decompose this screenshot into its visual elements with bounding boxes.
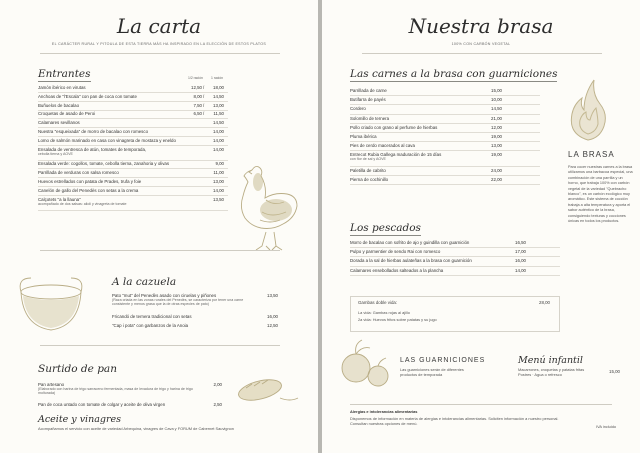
menu-item-price: 22,00 [491, 176, 502, 182]
menu-item-name: Cordero [350, 106, 366, 112]
menu-item [350, 240, 560, 245]
menu-item-price: 16,00 [515, 258, 526, 264]
menu-item-description: (Raza criada en las zonas rurales del Penedès, se caracteriza por tener una carne consistente y menos grasa que la de otras especies de pato) [112, 298, 244, 307]
aceite-text: Acompañamos el servicio con aceite de variedad Arbequina, vinagres de Cava y FORUM de Cabernet Sauvignon [38, 426, 234, 431]
page-title-nuestra-brasa: Nuestra brasa [408, 14, 554, 38]
alergias-text: Disponemos de información en materia de alergias e intolerancias alimentarias. Soliciten información a nuestro personal. Consultan nuestras opciones de menú. [350, 416, 559, 426]
menu-item-name: Paletilla de cabrito [350, 167, 386, 173]
menu-item-price: 14,00 [213, 187, 224, 193]
menu-item [38, 170, 228, 175]
row-separator [38, 101, 228, 102]
section-title-a-la-cazuela: A la cazuela [112, 276, 177, 288]
menu-item-half-price: 12,50 [191, 85, 202, 90]
menu-item-price: 14,00 [213, 129, 224, 134]
menu-item-name: Pan artesano [38, 382, 65, 387]
menu-item-price: 14,00 [213, 137, 224, 143]
menu-item-price: 12,00 [491, 124, 502, 130]
menu-item-half-price: 7,50 [193, 102, 202, 108]
row-separator [38, 160, 228, 161]
page-title-la-carta: La carta [116, 14, 202, 38]
la-brasa-text: Para cocer nuestras carnes a la brasa utilizamos una barbacoa especial, una combinación de una parrilla y un horno, que trabaja 100% con carbón vegetal de la variedad "Quebracho blanco", es un carbón ecológico muy aromático. Este sistema de cocción trabaja a alta temperatura y aporta el sabor auténtico de la brasa, consiguiendo texturas y cocciones únicas en todos los productos. [568, 165, 633, 224]
section-title-aceite-y-vinagres: Aceite y vinagres [38, 414, 121, 425]
menu-item-price: 14,50 [491, 106, 502, 112]
menu-item-price: 13,50 [213, 196, 224, 202]
menu-item-description: cebolla tierna y AOVE [38, 151, 73, 156]
row-separator [350, 132, 540, 133]
menu-item-name: Huevos estrellados con patata de Prades, trufa y foie [38, 179, 142, 184]
menu-item-description: con flor de sal y AOVE [350, 157, 386, 162]
menu-item-price: 13,00 [491, 143, 502, 149]
menu-item [38, 197, 228, 206]
divider [40, 345, 280, 346]
menu-item-price: 21,00 [491, 115, 502, 121]
menu-item-name: Croquetas de asado de Peroi [38, 111, 96, 117]
gambas-price: 28,00 [539, 300, 550, 305]
menu-item-price: 19,00 [491, 152, 502, 158]
chicken-illustration-icon [238, 160, 300, 255]
row-separator [38, 110, 228, 111]
menu-item [112, 323, 282, 328]
page-subtitle-right: 100% CON CARBÓN VEGETAL [451, 42, 511, 46]
menu-item [38, 161, 228, 166]
row-separator [350, 123, 540, 124]
menu-item-price: 19,00 [491, 134, 502, 139]
menu-item-name: Entrecot Rubia Gallega maduración de 15 días [350, 152, 442, 158]
iva-note: IVA incluido [596, 424, 617, 429]
row-separator [350, 95, 540, 96]
price-separator: / [203, 102, 205, 108]
menu-item-name: Calçotets "a la llauna" [38, 196, 81, 202]
menu-item [350, 177, 540, 182]
menu-item [350, 116, 540, 121]
menu-item [38, 94, 228, 99]
menu-item-name: Anchoas de "l'Escala" con pan de coca con tomate [38, 93, 137, 99]
menu-item [112, 314, 282, 319]
vegetables-illustration-icon [334, 338, 396, 396]
alergias-title: Alergias e intolerancias alimentarias [350, 409, 418, 414]
gambas-title: Gambas doble vida: [358, 300, 398, 305]
menu-item-name: Parrillada de carne [350, 88, 387, 93]
section-title-pescados: Los pescados [350, 222, 421, 234]
menu-item-name: Jamón ibérico en virutas [38, 85, 86, 90]
menu-item-price: 16,00 [267, 313, 278, 319]
menu-item [350, 168, 540, 173]
guarniciones-heading: LAS GUARNICIONES [400, 357, 486, 364]
menu-item-price: 16,50 [515, 240, 526, 245]
menu-item [38, 382, 228, 395]
menu-item-half-price: 6,50 [193, 111, 202, 117]
menu-item-name: Fricandó de ternera tradicional con setas [112, 313, 192, 319]
la-brasa-heading: LA BRASA [568, 150, 615, 159]
row-separator [350, 150, 540, 151]
menu-item-half-price: 8,00 [193, 93, 202, 99]
row-separator [350, 184, 540, 185]
menu-item [350, 125, 540, 130]
menu-item-price: 13,00 [213, 102, 224, 108]
gambas-line-2: 2a vida: Huevos fritos sobre patatas y su jugo [358, 317, 437, 322]
menu-item-price: 9,00 [215, 161, 224, 167]
row-separator [38, 168, 228, 169]
divider [40, 250, 280, 251]
row-separator [38, 136, 228, 137]
menu-item-price: 14,00 [213, 146, 224, 152]
menu-item-name: Pollo criado con grano al perfume de hierbas [350, 124, 438, 130]
menu-item-description: (Elaborado con harina de trigo sarraceno fermentada, masa de levadura de trigo y harina de trigo molturada) [38, 387, 193, 396]
menu-item-name: Canelón de gallo del Penedès con setas a la crema [38, 187, 139, 193]
menu-infantil-text: Macarrones, croquetas y patatas fritas Postres · Agua o refresco [518, 367, 585, 377]
menu-item-name: "Cap i pota" con garbanzos de la Anoia [112, 323, 189, 328]
section-title-surtido-de-pan: Surtido de pan [38, 363, 117, 375]
menu-item-price: 14,50 [213, 93, 224, 99]
menu-item [38, 103, 228, 108]
menu-item-name: Parrillada de verduras con salsa romesco [38, 170, 119, 176]
row-separator [38, 195, 228, 196]
menu-item-name: Ensalada de ventresca de atún, tomates de temporada, [38, 146, 147, 152]
section-title-entrantes: Entrantes [38, 68, 91, 80]
menu-item [38, 188, 228, 193]
flame-illustration-icon [566, 76, 610, 142]
divider [350, 404, 612, 405]
menu-item-name: Solomillo de ternera [350, 115, 390, 121]
menu-item [38, 120, 228, 125]
menu-item-price: 11,00 [213, 170, 224, 176]
menu-item [350, 88, 540, 93]
menu-item-description: acompañado de dos salsas: alioli y vinagreta de tomate [38, 201, 127, 206]
divider [362, 53, 602, 54]
right-menu-page [322, 0, 640, 453]
menu-item-name: Dorada a la sal de hierbas aulateñas a la brasa con guarnición [350, 258, 472, 264]
menu-item-name: Calamares ensebollados salteados a la plancha [350, 267, 444, 273]
menu-item-name: Pierna de cochinillo [350, 176, 389, 182]
row-separator [350, 114, 540, 115]
menu-item-name: Calamares sevillanos [38, 120, 80, 126]
row-separator [350, 166, 540, 167]
row-separator [38, 186, 228, 187]
column-header-half: 1/2 ración [188, 76, 203, 80]
menu-item-name: Pulpo y parmentier de sendo Rai con romesco [350, 249, 441, 255]
row-separator [38, 177, 228, 178]
menu-item-price: 14,00 [515, 267, 526, 273]
menu-item-price: 2,50 [213, 402, 222, 407]
row-separator [350, 175, 540, 176]
menu-item-price: 13,00 [213, 179, 224, 184]
menu-item [112, 293, 282, 306]
price-separator: / [203, 111, 205, 117]
menu-item [350, 97, 540, 102]
column-header-full: 1 ración [211, 76, 224, 80]
menu-item-price: 13,50 [267, 293, 278, 298]
menu-item [38, 129, 228, 134]
price-separator: / [203, 85, 205, 90]
menu-item-price: 11,50 [213, 111, 224, 117]
menu-item-price: 14,50 [213, 120, 224, 126]
menu-item-name: Nuestra "esqueixada" de morro de bacalao con romesco [38, 129, 149, 134]
section-title-menu-infantil: Menú infantil [518, 355, 583, 366]
menu-item-name: Butifarra de payés [350, 97, 386, 103]
section-title-carnes: Las carnes a la brasa con guarniciones [350, 68, 558, 80]
menu-infantil-price: 15,00 [609, 369, 620, 374]
row-separator [350, 104, 540, 105]
menu-item-name: Buñuelos de bacalao [38, 102, 80, 108]
menu-item-name: Pies de cerdo macerados al cava [350, 143, 415, 149]
bread-illustration-icon [232, 370, 302, 408]
row-separator [350, 266, 560, 267]
row-separator [350, 256, 560, 257]
price-separator: / [203, 93, 205, 99]
menu-item-name: Pan de coca untado con tomate de colgar y aceite de oliva virgen [38, 402, 166, 407]
menu-item [38, 402, 228, 407]
menu-item [38, 111, 228, 116]
menu-item [350, 106, 540, 111]
menu-item-name: Pato "mut" del Penedès asado con ciruelas y piñones [112, 293, 217, 298]
cooking-pot-illustration-icon [16, 276, 86, 338]
menu-item-price: 24,00 [491, 167, 502, 173]
menu-item-name: Morro de bacalao con sofrito de ajo y guindilla con guarnición [350, 240, 470, 245]
menu-item-name: Ensalada verde: cogollos, tomate, cebolla tierna, zanahoria y olivas [38, 161, 170, 167]
row-separator [38, 127, 228, 128]
row-separator [38, 118, 228, 119]
menu-item [350, 258, 560, 263]
menu-item [350, 249, 560, 254]
divider [40, 53, 280, 54]
menu-item [350, 152, 540, 161]
page-subtitle-left: EL CARÁCTER RURAL Y PITOULA DE ESTA TIERRA MÁS HA INSPIRADO EN LA ELECCIÓN DE ESTOS PLATOS [51, 42, 267, 46]
row-separator [38, 145, 228, 146]
menu-item [38, 179, 228, 184]
menu-item [38, 138, 228, 143]
menu-item-price: 2,00 [213, 382, 222, 387]
menu-item-price: 17,00 [515, 249, 526, 255]
menu-item-name: Pluma ibérica [350, 134, 377, 139]
row-separator [350, 247, 560, 248]
menu-item [350, 143, 540, 148]
guarniciones-text: Las guarniciones serán de diferentes productos de temporada [400, 367, 464, 377]
gambas-line-1: La vida: Gambas rojas al ajillo [358, 310, 410, 315]
row-separator [350, 141, 540, 142]
menu-item [350, 134, 540, 139]
row-separator [38, 92, 228, 93]
menu-item-name: Lomo de salmón marinado en casa con vinagreta de mostaza y eneldo [38, 137, 176, 143]
menu-item [38, 85, 228, 90]
menu-item-price: 18,00 [213, 85, 224, 90]
menu-item [350, 268, 560, 273]
menu-item [38, 147, 228, 156]
menu-item-price: 12,50 [267, 323, 278, 328]
left-menu-page [0, 0, 318, 453]
menu-item-price: 15,00 [491, 88, 502, 93]
row-separator [350, 275, 560, 276]
row-separator [38, 210, 228, 211]
menu-item-price: 10,00 [491, 97, 502, 103]
